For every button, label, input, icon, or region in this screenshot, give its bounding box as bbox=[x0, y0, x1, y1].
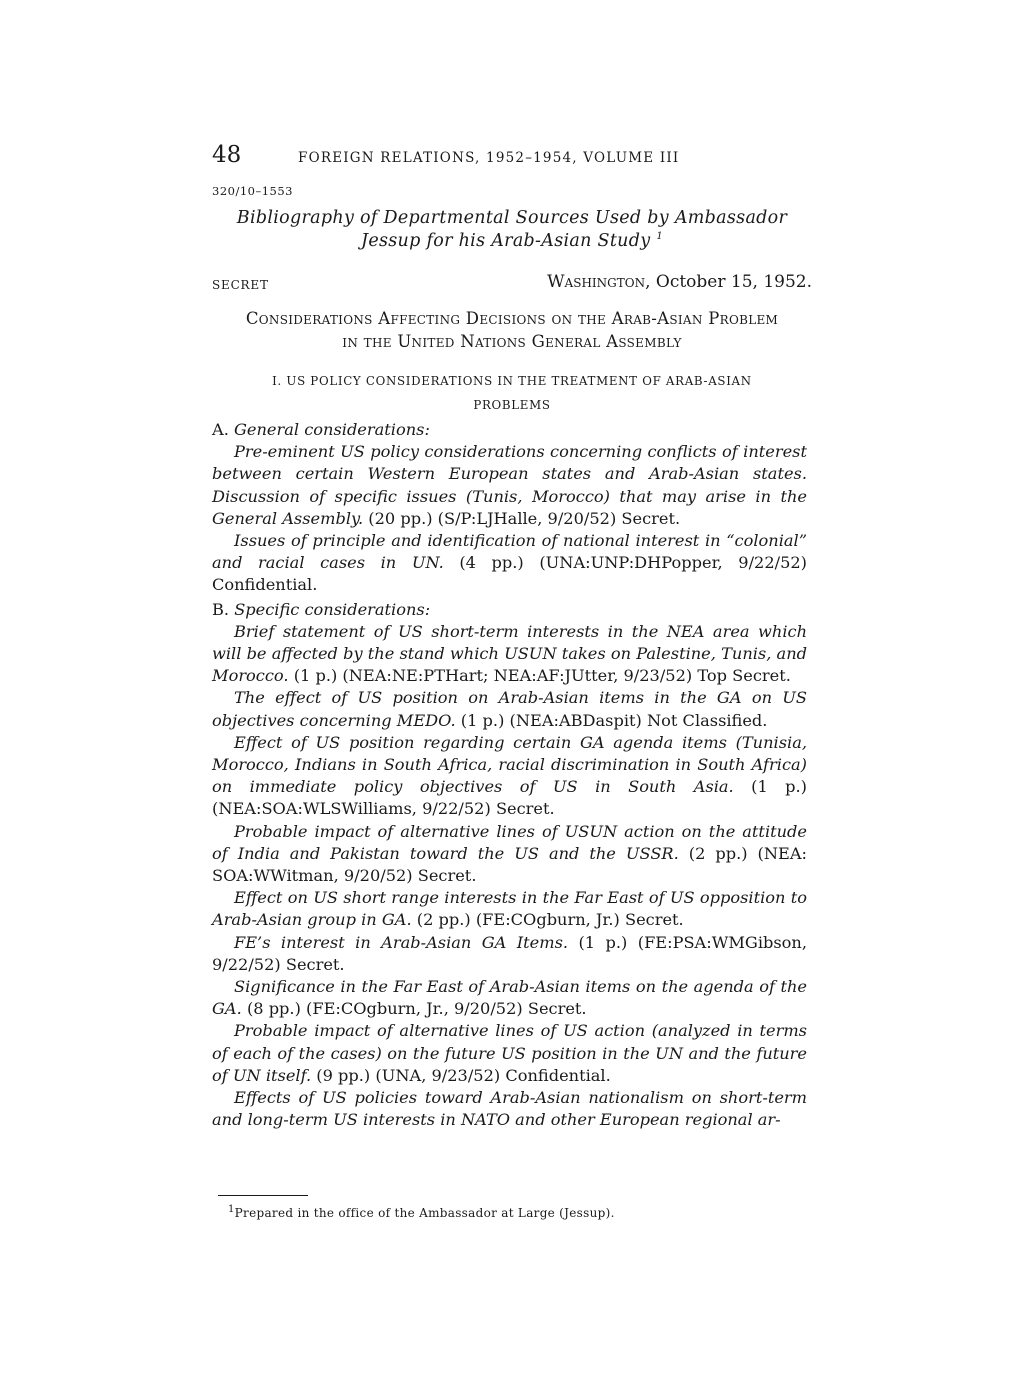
entry-title: Effect of US position regarding certain GA agenda items (Tunisia, Morocco, Indians in South Africa, racial discrimination in South Africa) on immediate policy objectives of US in South Asia. bbox=[212, 732, 807, 797]
section-heading bbox=[212, 307, 812, 353]
bibliography-entry bbox=[212, 530, 807, 597]
footnote-marker: 1 bbox=[228, 1204, 235, 1215]
dateline-place: Washington bbox=[547, 272, 646, 292]
entry-title: Pre-eminent US policy considerations concerning conflicts of interest between certain Western European states and Arab-Asian states. Discussion of specific issues (Tunis, Morocco) that may arise in the General Assembly. bbox=[212, 442, 807, 528]
running-title: FOREIGN RELATIONS, 1952–1954, VOLUME III bbox=[298, 150, 680, 166]
section-a-entries bbox=[212, 441, 807, 596]
bibliography-entry bbox=[212, 1020, 807, 1087]
heading-line-2: in the United Nations General Assembly bbox=[342, 332, 682, 351]
entry-title: Issues of principle and identification of national interest in “colonial” and racial cases in UN. bbox=[212, 531, 807, 573]
bibliography-entry bbox=[212, 976, 807, 1020]
bibliography-entry bbox=[212, 1087, 807, 1131]
entry-title: Probable impact of alternative lines of USUN action on the attitude of India and Pakistan toward the US and the USSR. bbox=[212, 821, 807, 863]
entry-title: The effect of US position on Arab-Asian items in the GA on US objectives concerning MEDO. bbox=[212, 688, 807, 730]
entry-title: Probable impact of alternative lines of US action (analyzed in terms of each of the cases) on the future US position in the UN and the future of UN itself. bbox=[212, 1021, 807, 1085]
heading-line-1: Considerations Affecting Decisions on the Arab-Asian Problem bbox=[245, 309, 779, 328]
entry-title: Effect on US short range interests in the Far East of US opposition to Arab-Asian group in GA. bbox=[212, 888, 807, 930]
entry-details: (20 pp.) (S/P:LJHalle, 9/20/52) Secret. bbox=[368, 508, 681, 528]
entry-details: (8 pp.) (FE:COgburn, Jr., 9/20/52) Secret. bbox=[246, 999, 587, 1019]
bibliography-body bbox=[212, 417, 807, 1132]
bibliography-entry bbox=[212, 887, 807, 931]
bibliography-entry bbox=[212, 621, 807, 688]
bibliography-entry bbox=[212, 732, 807, 821]
bibliography-entry bbox=[212, 687, 807, 731]
bibliography-entry bbox=[212, 821, 807, 888]
entry-title: FE’s interest in Arab-Asian GA Items. bbox=[234, 932, 569, 952]
page-number: 48 bbox=[212, 142, 242, 168]
entry-details: (9 pp.) (UNA, 9/23/52) Confidential. bbox=[316, 1065, 611, 1085]
section-a-heading: A. General considerations: bbox=[212, 420, 430, 439]
bibliography-entry bbox=[212, 441, 807, 530]
footnote-text: Prepared in the office of the Ambassador at Large (Jessup). bbox=[234, 1206, 615, 1220]
footnote-ref: 1 bbox=[656, 231, 663, 243]
title-line-1: Bibliography of Departmental Sources Used by Ambassador bbox=[236, 208, 788, 228]
entry-title: Significance in the Far East of Arab-Asian items on the agenda of the GA. bbox=[212, 977, 807, 1019]
footnote bbox=[228, 1206, 615, 1220]
bibliography-entry bbox=[212, 932, 807, 976]
entry-title: Brief statement of US short-term interests in the NEA area which will be affected by the stand which USUN takes on Palestine, Tunis, and Morocco. bbox=[212, 621, 807, 686]
dateline-date: , October 15, 1952. bbox=[645, 272, 812, 292]
classification: SECRET bbox=[212, 278, 269, 292]
entry-details: (1 p.) (NEA:NE:PTHart; NEA:AF:JUtter, 9/23/52) Top Secret. bbox=[293, 666, 791, 686]
dateline bbox=[547, 272, 812, 292]
document-title bbox=[212, 207, 812, 253]
section-b-heading: B. Specific considerations: bbox=[212, 599, 431, 619]
footnote-rule bbox=[218, 1195, 308, 1196]
part-heading-line-2: PROBLEMS bbox=[473, 398, 551, 412]
entry-title: Effects of US policies toward Arab-Asian nationalism on short-term and long-term US interests in NATO and other European regional ar- bbox=[212, 1088, 807, 1130]
entry-details: (2 pp.) (FE:COgburn, Jr.) Secret. bbox=[416, 910, 684, 930]
title-line-2: Jessup for his Arab-Asian Study $^1$ bbox=[361, 231, 663, 251]
entry-details: (4 pp.) (UNA:UNP:DHPopper, 9/22/52) Confidential. bbox=[212, 553, 807, 595]
part-heading bbox=[212, 369, 812, 417]
document-number: 320/10–1553 bbox=[212, 184, 293, 198]
entry-details: (1 p.) (NEA:SOA:WLSWilliams, 9/22/52) Secret. bbox=[212, 777, 807, 819]
entry-details: (2 pp.) (NEA: SOA:WWitman, 9/20/52) Secret. bbox=[212, 843, 807, 886]
entry-details: (1 p.) (FE:PSA:WMGibson, 9/22/52) Secret. bbox=[212, 932, 807, 974]
entry-details: (1 p.) (NEA:ABDaspit) Not Classified. bbox=[460, 710, 768, 730]
part-heading-line-1: I. US POLICY CONSIDERATIONS IN THE TREATMENT OF ARAB-ASIAN bbox=[272, 374, 752, 388]
section-b-entries bbox=[212, 621, 807, 1132]
